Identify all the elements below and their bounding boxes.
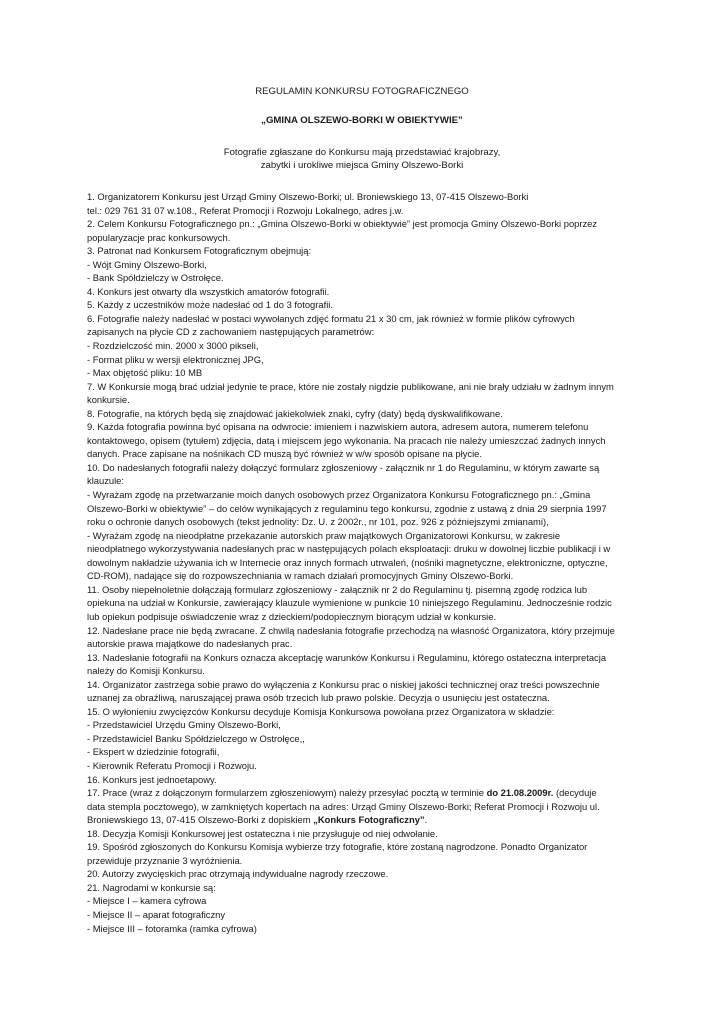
text-line: 3. Patronat nad Konkursem Fotograficznym obejmują:	[87, 245, 312, 257]
text-line: popularyzacje prac konkursowych.	[87, 231, 231, 243]
regulation-title: REGULAMIN KONKURSU FOTOGRAFICZNEGO	[255, 86, 469, 97]
text-line: tel.: 029 761 31 07 w.108., Referat Promocji i Rozwoju Lokalnego, adres j.w.	[87, 204, 404, 216]
text-line: 11. Osoby niepełnoletnie dołączają formularz zgłoszeniowy - załącznik nr 2 do Regulaminu tj. pisemną zgodę rodzica lub	[87, 583, 588, 595]
text-line: 8. Fotografie, na których będą się znajdować jakiekolwiek znaki, cyfry (daty) będą dyskwalifikowane.	[87, 407, 503, 419]
text-line: - Kierownik Referatu Promocji i Rozwoju.	[87, 759, 257, 771]
text-line: - Wyrażam zgodę na nieodpłatne przekazanie autorskich praw majątkowych Organizatorowi Konkursu, w zakresie	[87, 529, 561, 541]
text-line: roku o ochronie danych osobowych (tekst jednolity: Dz. U. z 2002r., nr 101, poz. 926 z późniejszymi zmianami),	[87, 516, 549, 528]
text-line: przewiduje przyznanie 3 wyróżnienia.	[87, 854, 243, 866]
intro-line: Fotografie zgłaszane do Konkursu mają przedstawiać krajobrazy,	[223, 147, 501, 158]
text-line: CD-ROM), nadające się do rozpowszechniania w ramach działań promocyjnych Gminy Olszewo-Borki.	[87, 570, 514, 582]
text-line: - Format pliku w wersji elektronicznej JPG,	[87, 353, 264, 365]
text-line: 20. Autorzy zwycięskich prac otrzymają indywidualne nagrody rzeczowe.	[87, 868, 389, 880]
text-line: 19. Spośród zgłoszonych do Konkursu Komisja wybierze trzy fotografie, które zostaną nagrodzone. Ponadto Organizator	[87, 841, 588, 853]
text-line: 12. Nadesłane prace nie będą zwracane. Z chwilą nadesłania fotografie przechodzą na własność Organizatora, który przejmuje	[87, 624, 615, 636]
text-line: - Miejsce I – kamera cyfrowa	[87, 895, 207, 907]
text-line: 10. Do nadesłanych fotografii należy dołączyć formularz zgłoszeniowy - załącznik nr 1 do Regulaminu, w którym zawarte są	[87, 461, 600, 473]
intro-line: zabytki i urokliwe miejsca Gminy Olszewo-Borki	[260, 160, 464, 171]
text-line: 13. Nadesłanie fotografii na Konkurs oznacza akceptację warunków Konkursu i Regulaminu, którego ostateczna interpretacja	[87, 651, 607, 663]
text-line: kontaktowego, opisem (tytułem) zdjęcia, datą i miejscem jego wykonania. Na pracach nie należy umieszczać żadnych innych	[87, 434, 606, 446]
text-line: 6. Fotografie należy nadesłać w postaci wywołanych zdjęć formatu 21 x 30 cm, jak również w formie plików cyfrowych	[87, 312, 575, 324]
text-line: 4. Konkurs jest otwarty dla wszystkich amatorów fotografii.	[87, 285, 330, 297]
text-line: - Miejsce II – aparat fotograficzny	[87, 908, 226, 920]
text-line: - Rozdzielczość min. 2000 x 3000 pikseli,	[87, 340, 259, 352]
text-line: należy do Komisji Konkursu.	[87, 665, 205, 677]
intro-text	[0, 146, 724, 172]
text-line: konkursie.	[87, 394, 130, 406]
text-line: lub opiekun podpisuje oświadczenie wraz z dzieckiem/podopiecznym biorącym udział w konkursie.	[87, 610, 497, 622]
text-line: klauzule:	[87, 475, 125, 487]
text-line: 2. Celem Konkursu Fotograficznego pn.: „Gmina Olszewo-Borki w obiektywie” jest promocja Gminy Olszewo-Borki poprzez	[87, 218, 598, 230]
text-line: - Przedstawiciel Urzędu Gminy Olszewo-Borki,	[87, 719, 281, 731]
text-line: danych. Prace zapisane na nośnikach CD muszą być również w w/w sposób opisane na płycie.	[87, 448, 482, 460]
text-line: 14. Organizator zastrzega sobie prawo do wyłączenia z Konkursu prac o niskiej jakości technicznej oraz treści powszechnie	[87, 678, 600, 690]
deadline-date: do 21.08.2009r.	[486, 787, 554, 799]
text-line: 16. Konkurs jest jednoetapowy.	[87, 773, 217, 785]
text-line: 7. W Konkursie mogą brać udział jedynie te prace, które nie zostały nigdzie publikowane, ani nie brały udziału w żadnym innym	[87, 380, 614, 392]
text-line: - Bank Spółdzielczy w Ostrołęce.	[87, 272, 224, 284]
text-line: zapisanych na płycie CD z zachowaniem następujących parametrów:	[87, 326, 375, 338]
text-line: uznanej za obraźliwą, naruszającej prawa osób trzecich lub prawo polskie. Decyzja o usunięciu jest ostateczna.	[87, 692, 550, 704]
text-line: autorskie prawa majątkowe do nadesłanych prac.	[87, 638, 293, 650]
text-line: nieodpłatnego wykorzystywania nadesłanych prac w następujących polach eksploatacji: druku w dowolnej liczbie publikacji i w	[87, 543, 611, 555]
text-line: 21. Nagrodami w konkursie są:	[87, 881, 216, 893]
text-line: opiekuna na udział w Konkursie, zawierający klauzule wymienione w punkcie 10 niniejszego Regulaminu. Jednocześnie rodzic	[87, 597, 612, 609]
regulation-points-end	[87, 827, 643, 935]
text-line: 1. Organizatorem Konkursu jest Urząd Gminy Olszewo-Borki; ul. Broniewskiego 13, 07-415 Olszewo-Borki	[87, 191, 529, 202]
regulation-points	[87, 190, 643, 786]
text-line: Broniewskiego 13, 07-415 Olszewo-Borki z dopiskiem „Konkurs Fotograficzny”.	[87, 814, 428, 826]
text-line: data stempla pocztowego), w zamkniętych kopertach na adres: Urząd Gminy Olszewo-Borki; Referat Promocji i Rozwoju ul.	[87, 800, 600, 812]
text-line: - Ekspert w dziedzinie fotografii,	[87, 746, 220, 758]
text-line: - Przedstawiciel Banku Spółdzielczego w Ostrołęce,,	[87, 732, 305, 744]
envelope-note: „Konkurs Fotograficzny”	[313, 814, 425, 826]
text-line: 5. Każdy z uczestników może nadesłać od 1 do 3 fotografii.	[87, 299, 333, 311]
text-line: - Max objętość pliku: 10 MB	[87, 367, 203, 379]
text-line: Olszewo-Borki w obiektywie” – do celów wynikających z regulaminu tego konkursu, zgodnie z ustawą z dnia 29 sierpnia 1997	[87, 502, 607, 514]
text-line: dowolnym nakładzie używania ich w Internecie oraz innych formach utrwaleń, (nośniki magnetyczne, elektroniczne, optyczne,	[87, 556, 608, 568]
text-line: 17. Prace (wraz z dołączonym formularzem zgłoszeniowym) należy przesyłać pocztą w terminie do 21.08.2009r. (decyduje	[87, 787, 597, 799]
text-line: - Wyrażam zgodę na przetwarzanie moich danych osobowych przez Organizatora Konkursu Fotograficznego pn.: „Gmina	[87, 489, 591, 501]
text-line: - Miejsce III – fotoramka (ramka cyfrowa)	[87, 922, 257, 934]
text-line: 18. Decyzja Komisji Konkursowej jest ostateczna i nie przysługuje od niej odwołanie.	[87, 827, 438, 839]
text-line: 15. O wyłonieniu zwycięzców Konkursu decyduje Komisja Konkursowa powołana przez Organizatora w składzie:	[87, 705, 555, 717]
regulation-body	[87, 190, 643, 935]
text-line: 9. Każda fotografia powinna być opisana na odwrocie: imieniem i nazwiskiem autora, adresem autora, numerem telefonu	[87, 421, 589, 433]
contest-name: „GMINA OLSZEWO-BORKI W OBIEKTYWIE”	[261, 115, 463, 126]
text-line: - Wójt Gminy Olszewo-Borki,	[87, 258, 207, 270]
